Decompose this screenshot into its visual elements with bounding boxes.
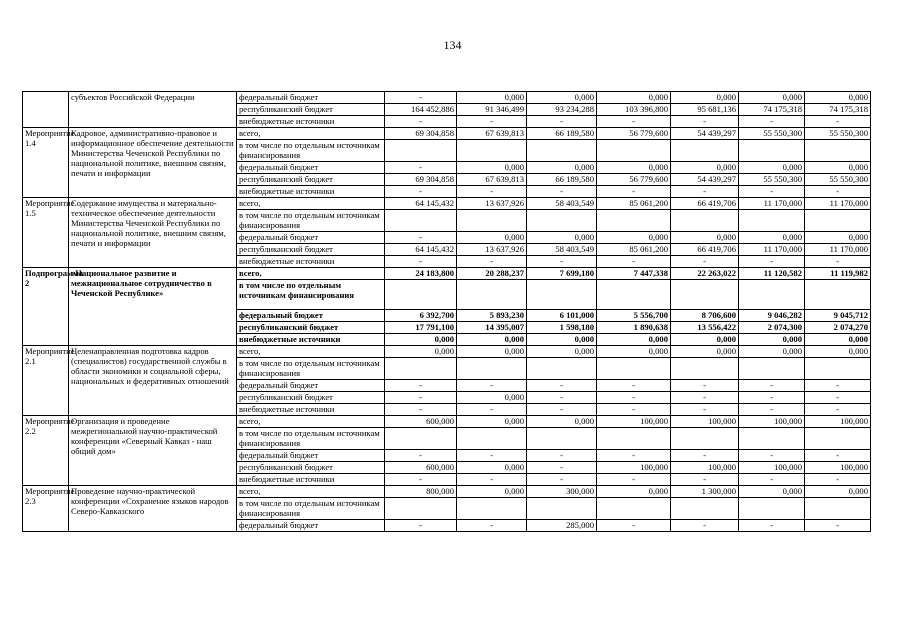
block-code: Мероприятие 2.3	[23, 486, 69, 532]
value-cell	[805, 280, 871, 310]
value-cell: 0,000	[527, 416, 597, 428]
value-cell: -	[805, 380, 871, 392]
value-cell: -	[597, 474, 671, 486]
value-cell: -	[597, 116, 671, 128]
value-cell: 0,000	[739, 232, 805, 244]
value-cell: -	[805, 116, 871, 128]
value-cell: 0,000	[457, 346, 527, 358]
value-cell: 0,000	[739, 486, 805, 498]
value-cell	[671, 358, 739, 380]
table-row	[23, 346, 871, 358]
value-cell: 58 403,549	[527, 244, 597, 256]
value-cell	[385, 140, 457, 162]
block-code: Подпрограмма 2	[23, 268, 69, 346]
value-cell: 0,000	[739, 334, 805, 346]
value-cell	[671, 210, 739, 232]
value-cell: -	[385, 392, 457, 404]
value-cell	[597, 498, 671, 520]
funding-source: федеральный бюджет	[237, 92, 385, 104]
value-cell: 17 791,100	[385, 322, 457, 334]
value-cell: 11 170,000	[805, 244, 871, 256]
value-cell: -	[457, 256, 527, 268]
value-cell: -	[527, 380, 597, 392]
value-cell: -	[671, 392, 739, 404]
value-cell: -	[671, 474, 739, 486]
block-code	[23, 92, 69, 128]
block-code: Мероприятие 2.2	[23, 416, 69, 486]
value-cell: 11 170,000	[739, 244, 805, 256]
value-cell: -	[671, 256, 739, 268]
value-cell: -	[739, 380, 805, 392]
value-cell: 85 061,200	[597, 198, 671, 210]
page-number: 134	[443, 38, 462, 52]
value-cell: 9 045,712	[805, 310, 871, 322]
value-cell: -	[457, 404, 527, 416]
value-cell: 74 175,318	[805, 104, 871, 116]
value-cell	[805, 498, 871, 520]
value-cell: 55 550,300	[805, 174, 871, 186]
value-cell: -	[671, 380, 739, 392]
block-name: Кадровое, административно-правовое и информационное обеспечение деятельности Министерства Чеченской Республики по национальной политике, внешним связям, печати и информации	[69, 128, 237, 198]
value-cell: 54 439,297	[671, 128, 739, 140]
table-row	[23, 128, 871, 140]
value-cell	[457, 358, 527, 380]
funding-source: внебюджетные источники	[237, 404, 385, 416]
value-cell: 66 419,706	[671, 198, 739, 210]
value-cell: 0,000	[597, 346, 671, 358]
funding-source: внебюджетные источники	[237, 186, 385, 198]
value-cell: -	[385, 474, 457, 486]
value-cell: 5 556,700	[597, 310, 671, 322]
funding-source: республиканский бюджет	[237, 104, 385, 116]
value-cell: 67 639,813	[457, 174, 527, 186]
value-cell: 100,000	[739, 416, 805, 428]
value-cell: -	[385, 92, 457, 104]
value-cell: 0,000	[671, 346, 739, 358]
value-cell: 14 395,007	[457, 322, 527, 334]
value-cell: 8 706,600	[671, 310, 739, 322]
value-cell	[597, 280, 671, 310]
value-cell: 13 637,926	[457, 198, 527, 210]
value-cell: -	[671, 116, 739, 128]
value-cell: 64 145,432	[385, 244, 457, 256]
block-name: Содержание имущества и материально-техническое обеспечение деятельности Министерства Чеченской Республики по национальной политике, внешним связям, печати и информации	[69, 198, 237, 268]
value-cell: 2 074,270	[805, 322, 871, 334]
value-cell: 0,000	[671, 162, 739, 174]
value-cell: 1 300,000	[671, 486, 739, 498]
value-cell	[739, 358, 805, 380]
value-cell: 66 419,706	[671, 244, 739, 256]
value-cell: -	[385, 256, 457, 268]
value-cell: -	[385, 116, 457, 128]
funding-source: в том числе по отдельным источникам финансирования	[237, 498, 385, 520]
funding-source: в том числе по отдельным источникам финансирования	[237, 140, 385, 162]
value-cell	[527, 428, 597, 450]
value-cell: 100,000	[597, 416, 671, 428]
block-code: Мероприятие 2.1	[23, 346, 69, 416]
block-code: Мероприятие 1.4	[23, 128, 69, 198]
value-cell: -	[597, 404, 671, 416]
value-cell: -	[739, 474, 805, 486]
value-cell: -	[805, 450, 871, 462]
value-cell: 11 120,582	[739, 268, 805, 280]
value-cell: 1 890,638	[597, 322, 671, 334]
value-cell: 66 189,580	[527, 128, 597, 140]
value-cell	[527, 140, 597, 162]
value-cell	[457, 210, 527, 232]
value-cell	[597, 140, 671, 162]
value-cell: 0,000	[805, 346, 871, 358]
funding-source: в том числе по отдельным источникам финансирования	[237, 428, 385, 450]
value-cell: 67 639,813	[457, 128, 527, 140]
value-cell	[457, 498, 527, 520]
value-cell: 100,000	[671, 416, 739, 428]
block-name: Проведение научно-практической конференции «Сохранение языков народов Северо-Кавказского	[69, 486, 237, 532]
funding-source: федеральный бюджет	[237, 162, 385, 174]
value-cell: 0,000	[457, 232, 527, 244]
value-cell: -	[805, 392, 871, 404]
value-cell: -	[739, 186, 805, 198]
funding-source: всего,	[237, 198, 385, 210]
value-cell: 0,000	[457, 92, 527, 104]
value-cell: 1 598,180	[527, 322, 597, 334]
value-cell: 0,000	[597, 486, 671, 498]
value-cell: -	[385, 232, 457, 244]
value-cell: 100,000	[671, 462, 739, 474]
table-row	[23, 268, 871, 280]
value-cell: -	[805, 520, 871, 532]
value-cell: 2 074,300	[739, 322, 805, 334]
value-cell	[385, 280, 457, 310]
value-cell: 20 288,237	[457, 268, 527, 280]
value-cell: 13 556,422	[671, 322, 739, 334]
funding-source: республиканский бюджет	[237, 244, 385, 256]
value-cell: -	[671, 404, 739, 416]
value-cell: 6 101,000	[527, 310, 597, 322]
block-code: Мероприятие 1.5	[23, 198, 69, 268]
value-cell	[597, 358, 671, 380]
value-cell	[457, 140, 527, 162]
value-cell: -	[597, 186, 671, 198]
value-cell: 24 183,800	[385, 268, 457, 280]
value-cell: 0,000	[527, 346, 597, 358]
value-cell: -	[527, 392, 597, 404]
value-cell: -	[597, 380, 671, 392]
value-cell: -	[805, 474, 871, 486]
value-cell	[805, 210, 871, 232]
value-cell	[597, 210, 671, 232]
funding-source: в том числе по отдельным источникам финансирования	[237, 280, 385, 310]
value-cell: 0,000	[457, 334, 527, 346]
funding-source: внебюджетные источники	[237, 256, 385, 268]
funding-source: федеральный бюджет	[237, 450, 385, 462]
value-cell: 56 779,600	[597, 174, 671, 186]
value-cell: 0,000	[805, 486, 871, 498]
value-cell: -	[457, 116, 527, 128]
value-cell	[805, 428, 871, 450]
value-cell	[671, 428, 739, 450]
value-cell: 91 346,499	[457, 104, 527, 116]
value-cell: -	[527, 474, 597, 486]
value-cell: -	[739, 404, 805, 416]
funding-source: всего,	[237, 268, 385, 280]
value-cell: 0,000	[457, 462, 527, 474]
value-cell	[457, 428, 527, 450]
value-cell: -	[457, 520, 527, 532]
table-row	[23, 416, 871, 428]
value-cell: 0,000	[527, 92, 597, 104]
value-cell	[457, 280, 527, 310]
value-cell: 800,000	[385, 486, 457, 498]
value-cell: -	[527, 116, 597, 128]
value-cell: 95 681,136	[671, 104, 739, 116]
value-cell: 0,000	[597, 162, 671, 174]
block-name: Организация и проведение межрегиональной научно-практической конференции «Северный Кавказ - наш общий дом»	[69, 416, 237, 486]
value-cell	[739, 498, 805, 520]
value-cell: 0,000	[671, 92, 739, 104]
value-cell: 0,000	[671, 334, 739, 346]
value-cell: 600,000	[385, 462, 457, 474]
funding-source: в том числе по отдельным источникам финансирования	[237, 210, 385, 232]
funding-source: внебюджетные источники	[237, 334, 385, 346]
value-cell: 0,000	[597, 232, 671, 244]
value-cell: -	[805, 186, 871, 198]
value-cell: -	[805, 256, 871, 268]
value-cell: -	[527, 404, 597, 416]
funding-source: республиканский бюджет	[237, 322, 385, 334]
funding-source: федеральный бюджет	[237, 232, 385, 244]
value-cell: 56 779,600	[597, 128, 671, 140]
value-cell: -	[457, 186, 527, 198]
value-cell: 11 170,000	[805, 198, 871, 210]
value-cell: 100,000	[805, 416, 871, 428]
value-cell: 85 061,200	[597, 244, 671, 256]
value-cell: -	[739, 116, 805, 128]
value-cell: 11 119,982	[805, 268, 871, 280]
value-cell: 0,000	[527, 162, 597, 174]
value-cell: 55 550,300	[739, 128, 805, 140]
table-row	[23, 486, 871, 498]
value-cell: 0,000	[527, 232, 597, 244]
table-row	[23, 198, 871, 210]
value-cell: 0,000	[805, 232, 871, 244]
value-cell: -	[385, 520, 457, 532]
value-cell: 0,000	[597, 334, 671, 346]
value-cell: -	[739, 520, 805, 532]
value-cell: 11 170,000	[739, 198, 805, 210]
value-cell: -	[671, 520, 739, 532]
value-cell: 103 396,800	[597, 104, 671, 116]
value-cell	[385, 498, 457, 520]
value-cell	[805, 358, 871, 380]
value-cell: -	[597, 450, 671, 462]
value-cell: 100,000	[805, 462, 871, 474]
value-cell: -	[457, 450, 527, 462]
value-cell: 0,000	[527, 334, 597, 346]
value-cell	[385, 358, 457, 380]
value-cell: 69 304,858	[385, 128, 457, 140]
value-cell	[671, 280, 739, 310]
value-cell: 100,000	[739, 462, 805, 474]
budget-table	[22, 91, 871, 532]
value-cell: 0,000	[739, 162, 805, 174]
value-cell: -	[597, 392, 671, 404]
value-cell: -	[527, 450, 597, 462]
value-cell	[527, 280, 597, 310]
value-cell: 54 439,297	[671, 174, 739, 186]
value-cell	[385, 428, 457, 450]
value-cell: -	[597, 256, 671, 268]
value-cell: -	[527, 256, 597, 268]
funding-source: всего,	[237, 486, 385, 498]
value-cell: -	[385, 404, 457, 416]
funding-source: республиканский бюджет	[237, 392, 385, 404]
value-cell: 0,000	[597, 92, 671, 104]
value-cell	[671, 140, 739, 162]
value-cell	[739, 428, 805, 450]
value-cell: -	[671, 186, 739, 198]
funding-source: федеральный бюджет	[237, 520, 385, 532]
value-cell: -	[385, 186, 457, 198]
funding-source: всего,	[237, 416, 385, 428]
value-cell: -	[805, 404, 871, 416]
block-name: субъектов Российской Федерации	[69, 92, 237, 128]
funding-source: федеральный бюджет	[237, 310, 385, 322]
funding-source: внебюджетные источники	[237, 474, 385, 486]
value-cell: 0,000	[739, 92, 805, 104]
value-cell: 74 175,318	[739, 104, 805, 116]
value-cell: 285,000	[527, 520, 597, 532]
value-cell: 0,000	[385, 346, 457, 358]
value-cell: 55 550,300	[805, 128, 871, 140]
value-cell: 0,000	[457, 162, 527, 174]
value-cell: -	[739, 256, 805, 268]
value-cell	[739, 280, 805, 310]
value-cell: 600,000	[385, 416, 457, 428]
value-cell	[527, 498, 597, 520]
funding-source: всего,	[237, 346, 385, 358]
value-cell: 22 263,022	[671, 268, 739, 280]
value-cell: -	[671, 450, 739, 462]
value-cell: -	[739, 450, 805, 462]
value-cell	[671, 498, 739, 520]
value-cell: -	[385, 162, 457, 174]
value-cell: 9 046,282	[739, 310, 805, 322]
value-cell: -	[527, 186, 597, 198]
value-cell: 7 699,180	[527, 268, 597, 280]
funding-source: всего,	[237, 128, 385, 140]
value-cell: 0,000	[457, 392, 527, 404]
block-name: Целенаправленная подготовка кадров (специалистов) государственной службы в области экономики и социальной сферы, национальных и федеративных отношений	[69, 346, 237, 416]
block-name: «Национальное развитие и межнациональное сотрудничество в Чеченской Республике»	[69, 268, 237, 346]
funding-source: внебюджетные источники	[237, 116, 385, 128]
value-cell	[597, 428, 671, 450]
table-row	[23, 92, 871, 104]
funding-source: в том числе по отдельным источникам финансирования	[237, 358, 385, 380]
value-cell: 164 452,886	[385, 104, 457, 116]
value-cell: 0,000	[805, 334, 871, 346]
value-cell	[527, 358, 597, 380]
value-cell	[527, 210, 597, 232]
value-cell: 13 637,926	[457, 244, 527, 256]
funding-source: республиканский бюджет	[237, 174, 385, 186]
value-cell: 0,000	[671, 232, 739, 244]
value-cell: 100,000	[597, 462, 671, 474]
value-cell: -	[597, 520, 671, 532]
value-cell: 58 403,549	[527, 198, 597, 210]
value-cell: -	[385, 380, 457, 392]
value-cell: 64 145,432	[385, 198, 457, 210]
value-cell: -	[739, 392, 805, 404]
value-cell: 6 392,700	[385, 310, 457, 322]
value-cell: 300,000	[527, 486, 597, 498]
value-cell	[805, 140, 871, 162]
value-cell: 0,000	[805, 162, 871, 174]
funding-source: федеральный бюджет	[237, 380, 385, 392]
value-cell: 0,000	[805, 92, 871, 104]
value-cell: 7 447,338	[597, 268, 671, 280]
value-cell: 66 189,580	[527, 174, 597, 186]
value-cell: 55 550,300	[739, 174, 805, 186]
value-cell: 0,000	[457, 486, 527, 498]
value-cell: -	[527, 462, 597, 474]
funding-source: республиканский бюджет	[237, 462, 385, 474]
value-cell	[385, 210, 457, 232]
value-cell: 5 893,230	[457, 310, 527, 322]
value-cell: 0,000	[739, 346, 805, 358]
value-cell: 0,000	[457, 416, 527, 428]
value-cell: -	[457, 474, 527, 486]
value-cell	[739, 140, 805, 162]
value-cell: 0,000	[385, 334, 457, 346]
value-cell	[739, 210, 805, 232]
value-cell: -	[385, 450, 457, 462]
value-cell: 69 304,858	[385, 174, 457, 186]
value-cell: -	[457, 380, 527, 392]
value-cell: 93 234,288	[527, 104, 597, 116]
